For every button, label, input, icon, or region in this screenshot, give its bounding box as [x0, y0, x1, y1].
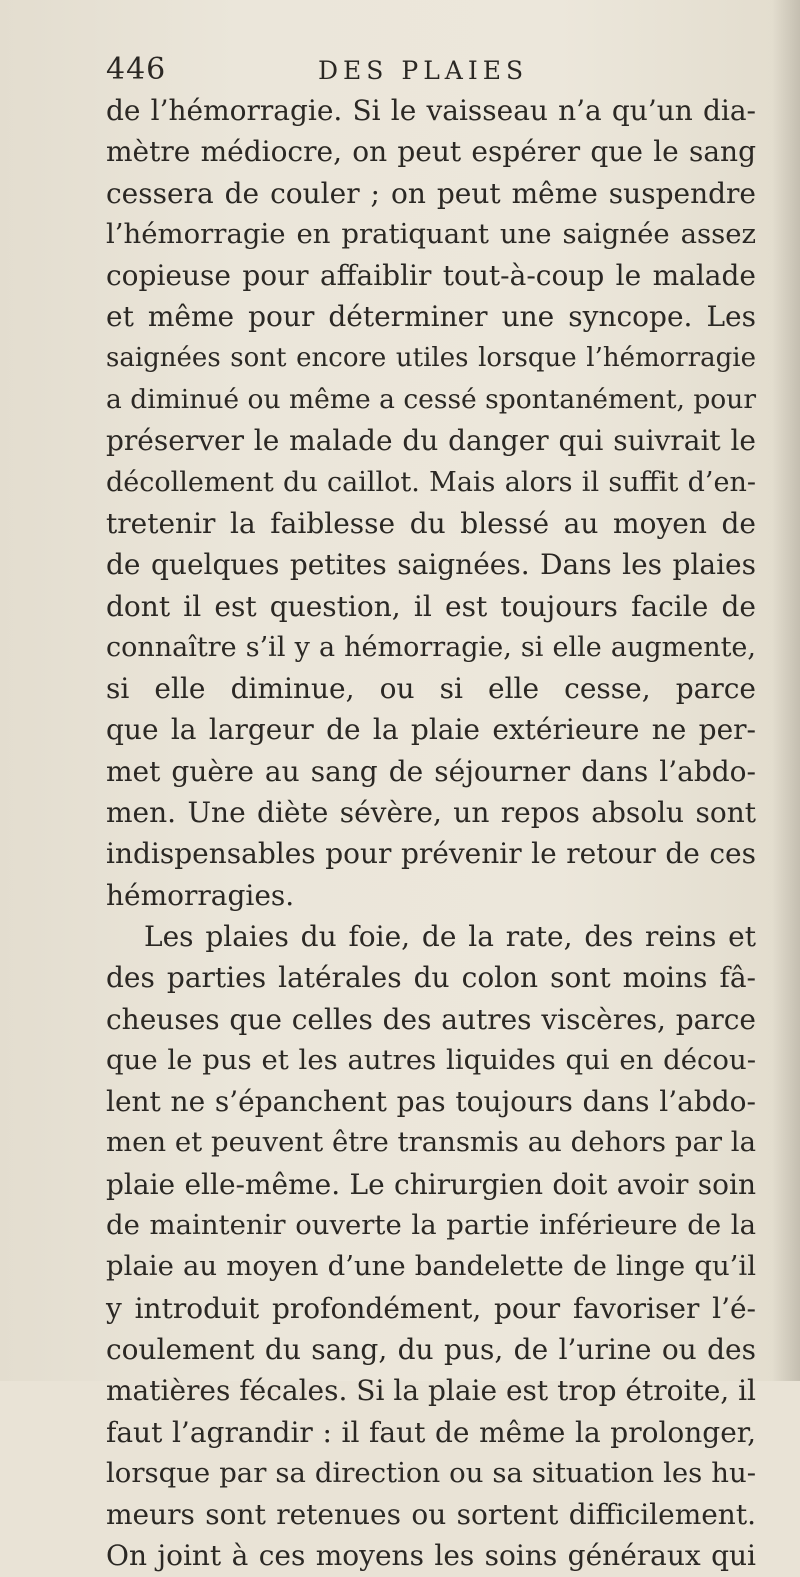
text-line-23: cheuses que celles des autres viscères, parce	[106, 1002, 756, 1036]
text-line-29: plaie au moyen d’une bandelette de linge qu’il	[106, 1250, 756, 1283]
text-line-24: que le pus et les autres liquides qui en décou-	[106, 1043, 756, 1076]
text-line-8: a diminué ou même a cessé spontanément, pour	[106, 384, 756, 416]
text-line-22: des parties latérales du colon sont moins fâ-	[106, 961, 756, 995]
text-line-33: faut l’agrandir : il faut de même la prolonger,	[106, 1415, 756, 1449]
text-line-2: mètre médiocre, on peut espérer que le sang	[106, 135, 756, 169]
text-line-27: plaie elle-même. Le chirurgien doit avoir soin	[106, 1167, 756, 1201]
text-line-12: de quelques petites saignées. Dans les plaies	[106, 548, 756, 582]
text-line-7: saignées sont encore utiles lorsque l’hémorragie	[106, 342, 756, 373]
text-line-20: hémorragies.	[106, 878, 295, 912]
text-line-6: et même pour déterminer une syncope. Les	[106, 300, 756, 334]
text-line-19: indispensables pour prévenir le retour de ces	[106, 837, 756, 871]
text-line-16: que la largeur de la plaie extérieure ne per-	[106, 713, 756, 747]
text-line-35: meurs sont retenues ou sortent difficilement.	[106, 1498, 756, 1532]
text-line-5: copieuse pour affaiblir tout-à-coup le malade	[106, 259, 756, 293]
text-line-26: men et peuvent être transmis au dehors par la	[106, 1126, 756, 1159]
page-gutter-shadow	[772, 0, 800, 1381]
text-line-25: lent ne s’épanchent pas toujours dans l’abdo-	[106, 1085, 756, 1119]
text-line-3: cessera de couler ; on peut même suspendre	[106, 176, 756, 210]
text-line-17: met guère au sang de séjourner dans l’abdo-	[106, 754, 756, 788]
text-line-4: l’hémorragie en pratiquant une saignée assez	[106, 217, 756, 250]
text-line-21: Les plaies du foie, de la rate, des reins et	[144, 919, 756, 953]
text-line-10: décollement du caillot. Mais alors il suffit d’en-	[106, 466, 756, 498]
text-line-32: matières fécales. Si la plaie est trop étroite, il	[106, 1374, 756, 1408]
text-line-11: tretenir la faiblesse du blessé au moyen de	[106, 506, 756, 540]
body-text	[106, 90, 756, 1577]
text-line-31: coulement du sang, du pus, de l’urine ou des	[106, 1332, 756, 1366]
text-line-15: si elle diminue, ou si elle cesse, parce	[106, 672, 756, 706]
running-title: DES PLAIES	[318, 56, 529, 85]
text-line-1: de l’hémorragie. Si le vaisseau n’a qu’un dia-	[106, 94, 756, 127]
text-line-36: On joint à ces moyens les soins généraux qui	[106, 1539, 756, 1573]
text-line-30: y introduit profondément, pour favoriser l’é-	[106, 1291, 756, 1325]
text-line-18: men. Une diète sévère, un repos absolu sont	[106, 796, 756, 830]
text-line-14: connaître s’il y a hémorragie, si elle augmente,	[106, 631, 756, 663]
text-line-9: préserver le malade du danger qui suivrait le	[106, 424, 756, 458]
text-line-13: dont il est question, il est toujours facile de	[106, 589, 756, 623]
page-number: 446	[106, 52, 167, 87]
text-line-28: de maintenir ouverte la partie inférieure de la	[106, 1209, 756, 1242]
text-line-34: lorsque par sa direction ou sa situation les hu-	[106, 1456, 756, 1489]
